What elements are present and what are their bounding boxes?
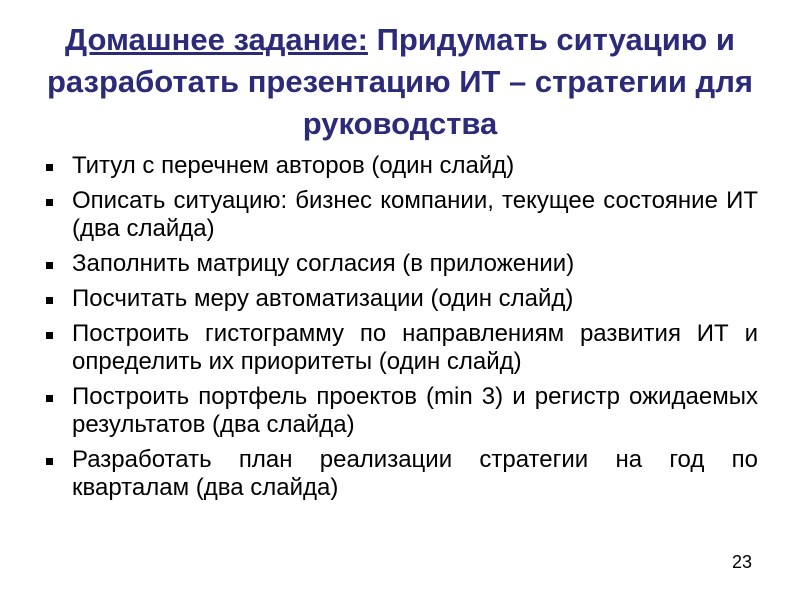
bullet-item [46,446,758,502]
bullet-list [46,152,758,509]
title-lead: Домашнее задание: [65,22,368,57]
title-rest: Придумать ситуацию и разработать презентацию ИТ – стратегии для руководства [46,22,754,141]
bullet-text: Построить гистограмму по направлениям развития ИТ и определить их приоритеты (один слайд) [72,320,758,375]
bullet-text: Описать ситуацию: бизнес компании, текущее состояние ИТ (два слайда) [72,187,758,242]
square-bullet-icon [46,332,53,339]
page-number: 23 [731,552,752,572]
square-bullet-icon [46,199,53,206]
bullet-text: Построить портфель проектов (min 3) и регистр ожидаемых результатов (два слайда) [72,383,758,438]
bullet-item [46,285,758,313]
square-bullet-icon [46,458,53,465]
bullet-text: Разработать план реализации стратегии на год по кварталам (два слайда) [72,446,758,501]
square-bullet-icon [46,395,53,402]
slide-title [30,19,770,145]
bullet-text: Заполнить матрицу согласия (в приложении) [72,250,575,277]
bullet-item [46,320,758,376]
square-bullet-icon [46,262,53,269]
bullet-item [46,187,758,243]
square-bullet-icon [46,297,53,304]
bullet-text: Посчитать меру автоматизации (один слайд) [72,285,574,312]
bullet-item [46,250,758,278]
bullet-text: Титул с перечнем авторов (один слайд) [72,152,515,179]
bullet-item [46,152,758,180]
bullet-item [46,383,758,439]
square-bullet-icon [46,164,53,171]
